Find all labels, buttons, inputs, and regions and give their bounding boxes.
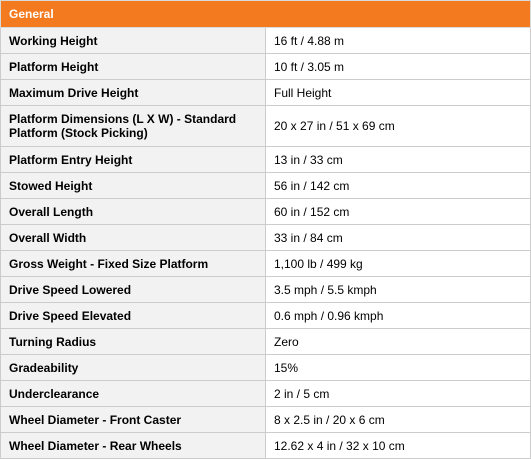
spec-label: Gross Weight - Fixed Size Platform xyxy=(1,251,266,277)
spec-value: 15% xyxy=(266,355,531,381)
spec-value: 60 in / 152 cm xyxy=(266,199,531,225)
spec-label: Underclearance xyxy=(1,381,266,407)
spec-value: 10 ft / 3.05 m xyxy=(266,54,531,80)
table-row xyxy=(1,28,531,54)
spec-value: 2 in / 5 cm xyxy=(266,381,531,407)
table-row xyxy=(1,407,531,433)
spec-label: Maximum Drive Height xyxy=(1,80,266,106)
spec-label: Drive Speed Lowered xyxy=(1,277,266,303)
spec-value: 33 in / 84 cm xyxy=(266,225,531,251)
spec-label: Working Height xyxy=(1,28,266,54)
table-row xyxy=(1,80,531,106)
section-title: General xyxy=(1,1,531,28)
table-row xyxy=(1,251,531,277)
spec-label: Gradeability xyxy=(1,355,266,381)
spec-label: Stowed Height xyxy=(1,173,266,199)
spec-label: Platform Height xyxy=(1,54,266,80)
table-row xyxy=(1,54,531,80)
spec-label: Wheel Diameter - Rear Wheels xyxy=(1,433,266,459)
spec-value: 3.5 mph / 5.5 kmph xyxy=(266,277,531,303)
spec-label: Overall Width xyxy=(1,225,266,251)
spec-value: 8 x 2.5 in / 20 x 6 cm xyxy=(266,407,531,433)
spec-value: 13 in / 33 cm xyxy=(266,147,531,173)
spec-label: Platform Entry Height xyxy=(1,147,266,173)
table-row xyxy=(1,147,531,173)
spec-value: Zero xyxy=(266,329,531,355)
table-row xyxy=(1,433,531,459)
spec-value: 1,100 lb / 499 kg xyxy=(266,251,531,277)
table-row xyxy=(1,106,531,147)
spec-label: Drive Speed Elevated xyxy=(1,303,266,329)
spec-value: 20 x 27 in / 51 x 69 cm xyxy=(266,106,531,147)
spec-value: 12.62 x 4 in / 32 x 10 cm xyxy=(266,433,531,459)
table-row xyxy=(1,173,531,199)
spec-value: 0.6 mph / 0.96 kmph xyxy=(266,303,531,329)
spec-label: Wheel Diameter - Front Caster xyxy=(1,407,266,433)
spec-label: Overall Length xyxy=(1,199,266,225)
section-header-row xyxy=(1,1,531,28)
spec-label: Turning Radius xyxy=(1,329,266,355)
table-row xyxy=(1,277,531,303)
table-row xyxy=(1,355,531,381)
spec-label: Platform Dimensions (L X W) - Standard Platform (Stock Picking) xyxy=(1,106,266,147)
table-row xyxy=(1,303,531,329)
spec-value: 16 ft / 4.88 m xyxy=(266,28,531,54)
table-row xyxy=(1,199,531,225)
table-row xyxy=(1,329,531,355)
table-row xyxy=(1,225,531,251)
spec-value: Full Height xyxy=(266,80,531,106)
table-row xyxy=(1,381,531,407)
spec-value: 56 in / 142 cm xyxy=(266,173,531,199)
